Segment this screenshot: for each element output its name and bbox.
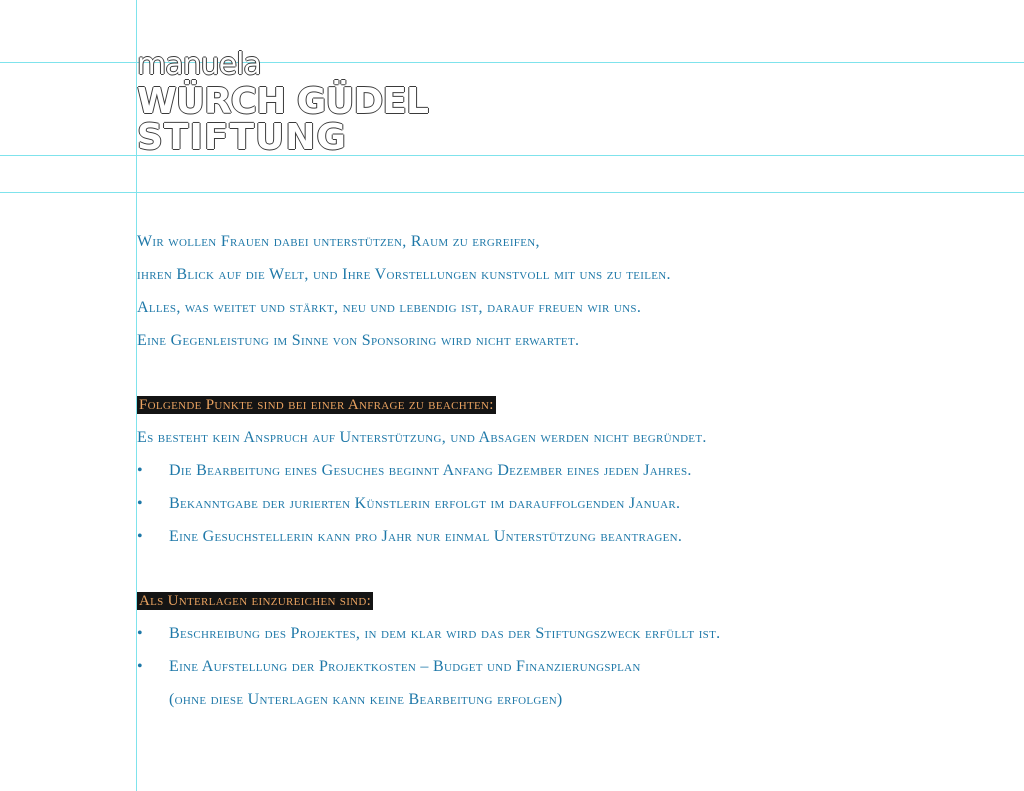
section-heading-documents: Als Unterlagen einzureichen sind: (139, 593, 372, 609)
list-note: (ohne diese Unterlagen kann keine Bearbeitung erfolgen) (169, 691, 563, 708)
bullet-icon: • (137, 625, 143, 642)
bullet-icon: • (137, 462, 143, 479)
list-item-text: Bekanntgabe der jurierten Künstlerin erfolgt im darauffolgenden Januar. (169, 495, 681, 512)
logo-line-surname: WÜRCH GÜDEL (137, 81, 428, 122)
list-item (137, 454, 1017, 487)
list-item (137, 520, 1017, 553)
list-item (137, 650, 1017, 683)
intro-line: Eine Gegenleistung im Sinne von Sponsoring wird nicht erwartet. (137, 332, 580, 349)
list-item-text: Beschreibung des Projektes, in dem klar wird das der Stiftungszweck erfüllt ist. (169, 625, 721, 642)
logo-line-stiftung: STIFTUNG (137, 117, 347, 158)
stiftung-logo (137, 47, 428, 160)
bullet-icon: • (137, 658, 143, 675)
document-body (137, 225, 1017, 716)
bullet-icon: • (137, 528, 143, 545)
section-heading-requirements: Folgende Punkte sind bei einer Anfrage zu beachten: (139, 397, 494, 413)
intro-line: ihren Blick auf die Welt, und Ihre Vorstellungen kunstvoll mit uns zu teilen. (137, 266, 671, 283)
section-lead-text: Es besteht kein Anspruch auf Unterstützung, und Absagen werden nicht begründet. (137, 429, 707, 446)
logo-line-name: manuela (137, 47, 261, 82)
section-heading-row (137, 388, 1017, 421)
intro-line: Wir wollen Frauen dabei unterstützen, Raum zu ergreifen, (137, 233, 540, 250)
horizontal-guide-line (0, 192, 1024, 193)
list-item-text: Die Bearbeitung eines Gesuches beginnt Anfang Dezember eines jeden Jahres. (169, 462, 692, 479)
list-item-text: Eine Gesuchstellerin kann pro Jahr nur einmal Unterstützung beantragen. (169, 528, 683, 545)
list-item (137, 617, 1017, 650)
list-item (137, 487, 1017, 520)
section-heading-row (137, 584, 1017, 617)
bullet-icon: • (137, 495, 143, 512)
intro-line: Alles, was weitet und stärkt, neu und lebendig ist, darauf freuen wir uns. (137, 299, 642, 316)
list-item-text: Eine Aufstellung der Projektkosten – Budget und Finanzierungsplan (169, 658, 641, 675)
